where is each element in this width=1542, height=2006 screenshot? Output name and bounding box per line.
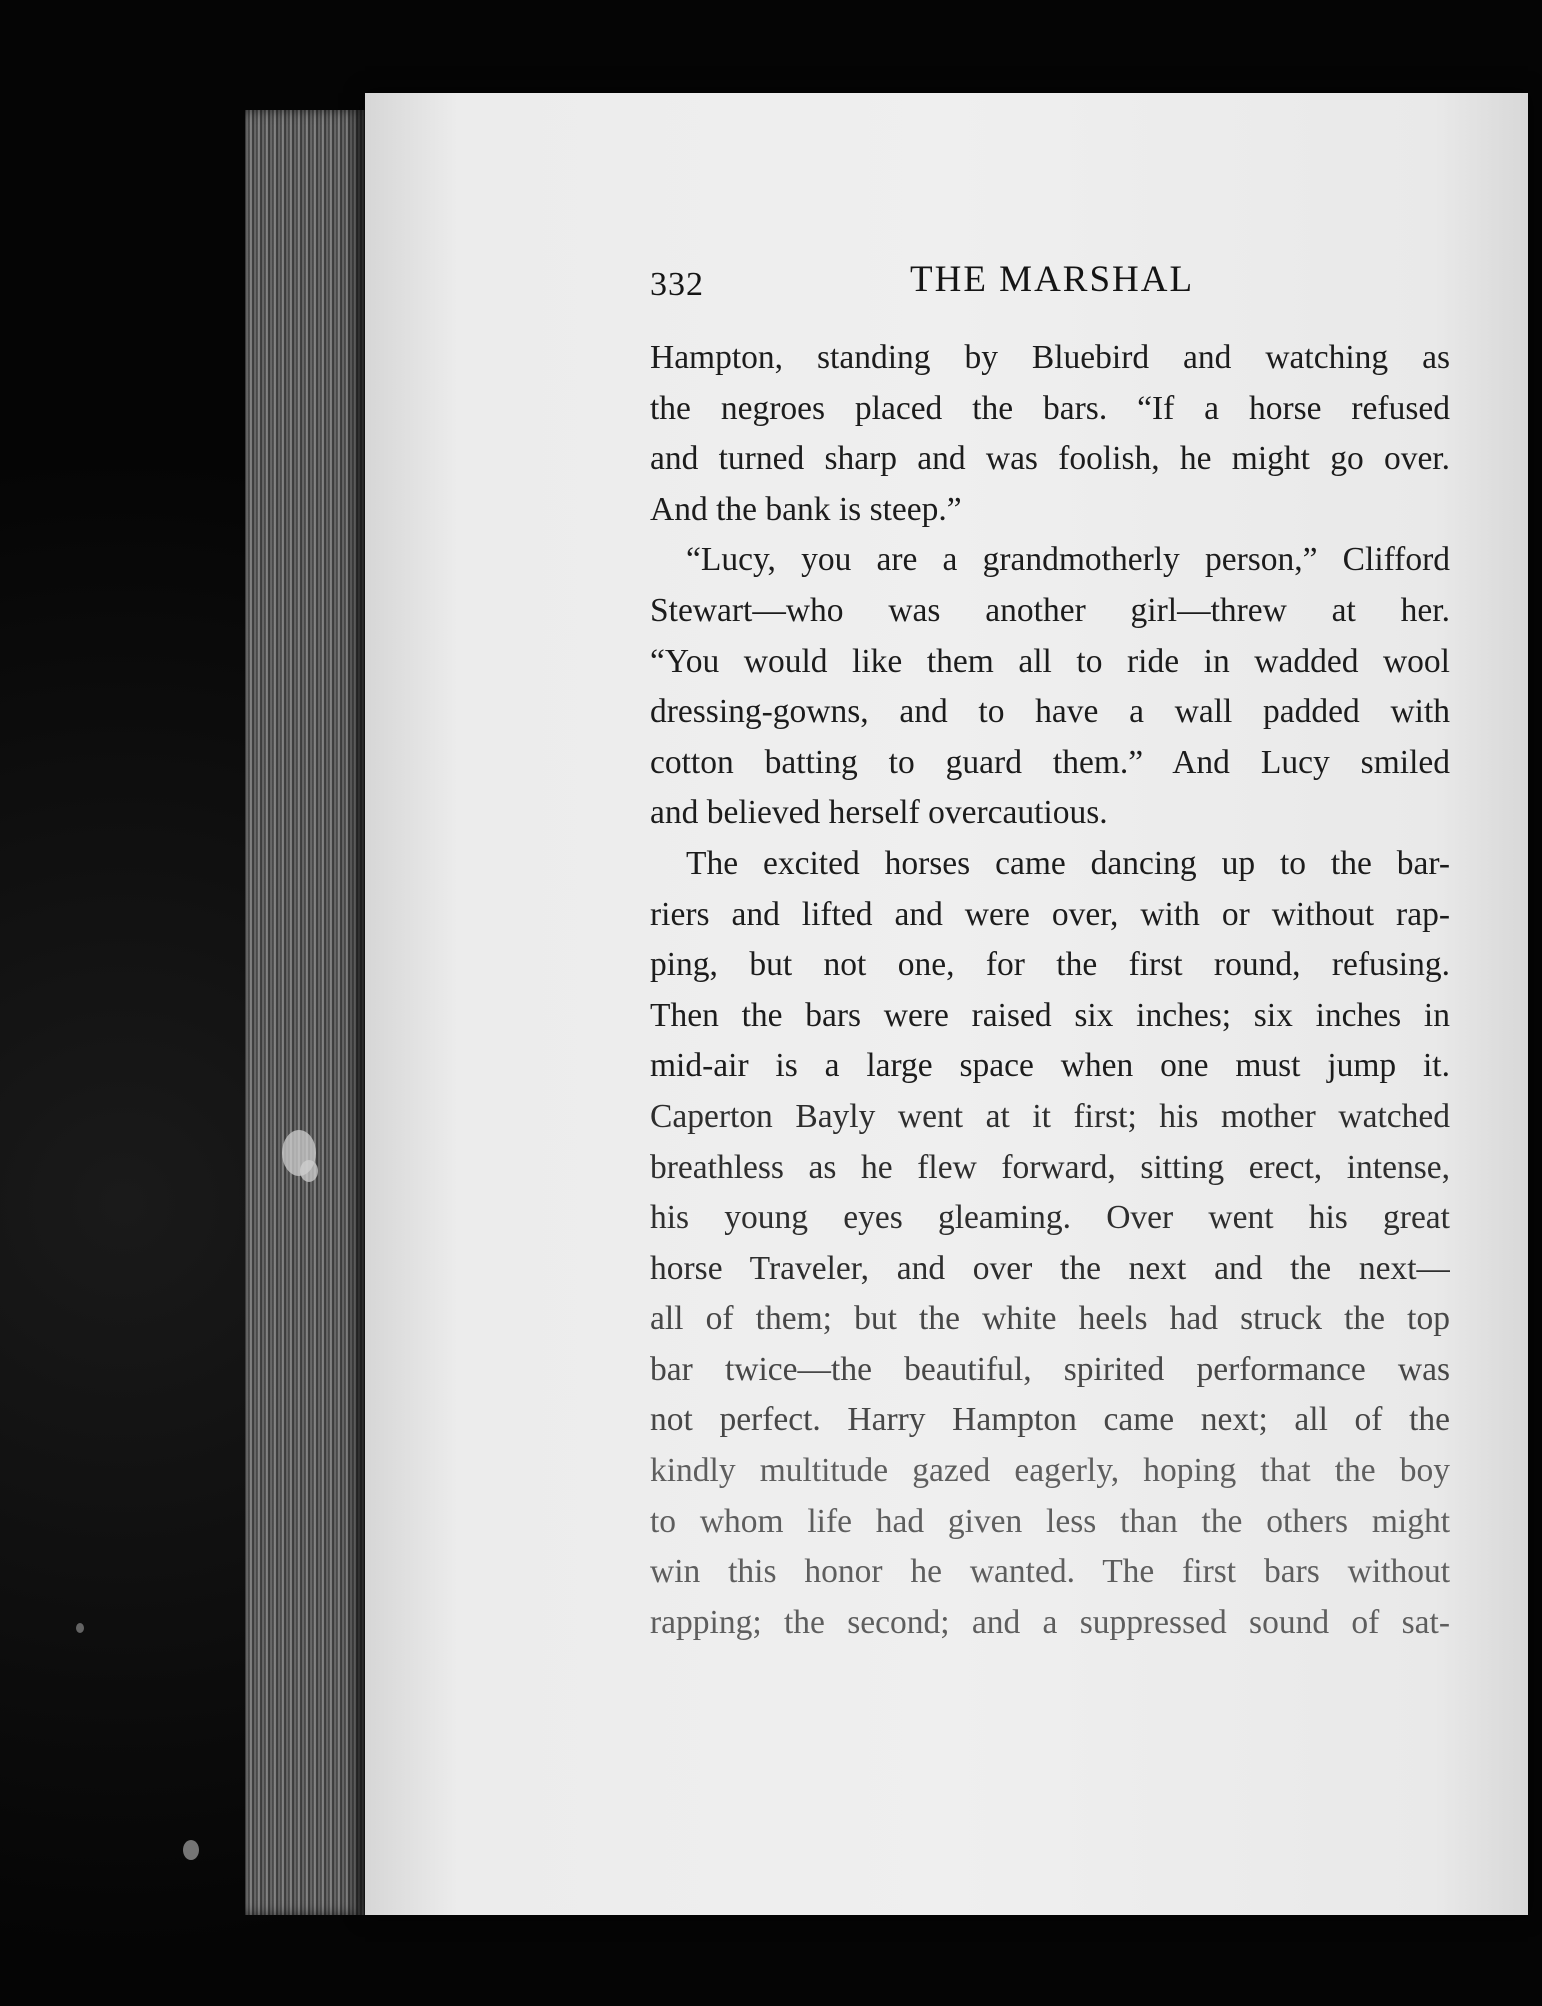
- text-line: not perfect. Harry Hampton came next; all of the: [650, 1401, 1450, 1439]
- scan-speck: [183, 1840, 199, 1860]
- scan-speck: [76, 1623, 84, 1633]
- text-line: all of them; but the white heels had struck the top: [650, 1300, 1450, 1338]
- text-line: and believed herself overcautious.: [650, 794, 1108, 832]
- text-line: horse Traveler, and over the next and the next—: [650, 1249, 1450, 1287]
- body-text: [650, 333, 1450, 1648]
- text-line: breathless as he flew forward, sitting erect, intense,: [650, 1148, 1450, 1186]
- text-line: rapping; the second; and a suppressed sound of sat-: [650, 1603, 1450, 1641]
- text-line: bar twice—the beautiful, spirited performance was: [650, 1350, 1450, 1388]
- text-line: dressing-gowns, and to have a wall padded with: [650, 693, 1450, 731]
- text-line: ping, but not one, for the first round, refusing.: [650, 946, 1450, 984]
- text-line: “Lucy, you are a grandmotherly person,” Clifford: [686, 541, 1450, 579]
- text-line: kindly multitude gazed eagerly, hoping that the boy: [650, 1452, 1450, 1490]
- text-line: The excited horses came dancing up to the bar-: [686, 844, 1450, 882]
- scan-speck: [300, 1160, 318, 1182]
- page-header: [650, 258, 1460, 318]
- running-title: THE MARSHAL: [910, 259, 1195, 300]
- book-page-edges: [245, 110, 365, 1915]
- text-line: the negroes placed the bars. “If a horse refused: [650, 389, 1450, 427]
- text-line: mid-air is a large space when one must jump it.: [650, 1047, 1450, 1085]
- text-line: his young eyes gleaming. Over went his great: [650, 1199, 1450, 1237]
- text-line: Stewart—who was another girl—threw at her.: [650, 591, 1450, 629]
- text-line: win this honor he wanted. The first bars without: [650, 1553, 1450, 1591]
- page-number: 332: [650, 266, 704, 303]
- text-line: Then the bars were raised six inches; six inches in: [650, 996, 1450, 1034]
- text-line: riers and lifted and were over, with or without rap-: [650, 895, 1450, 933]
- book-page: [365, 93, 1528, 1915]
- text-line: cotton batting to guard them.” And Lucy smiled: [650, 743, 1450, 781]
- text-line: “You would like them all to ride in wadded wool: [650, 642, 1450, 680]
- text-line: and turned sharp and was foolish, he might go over.: [650, 440, 1450, 478]
- text-line: Hampton, standing by Bluebird and watching as: [650, 339, 1450, 376]
- text-line: Caperton Bayly went at it first; his mother watched: [650, 1097, 1450, 1135]
- text-line: to whom life had given less than the others might: [650, 1502, 1450, 1540]
- text-line: And the bank is steep.”: [650, 490, 962, 528]
